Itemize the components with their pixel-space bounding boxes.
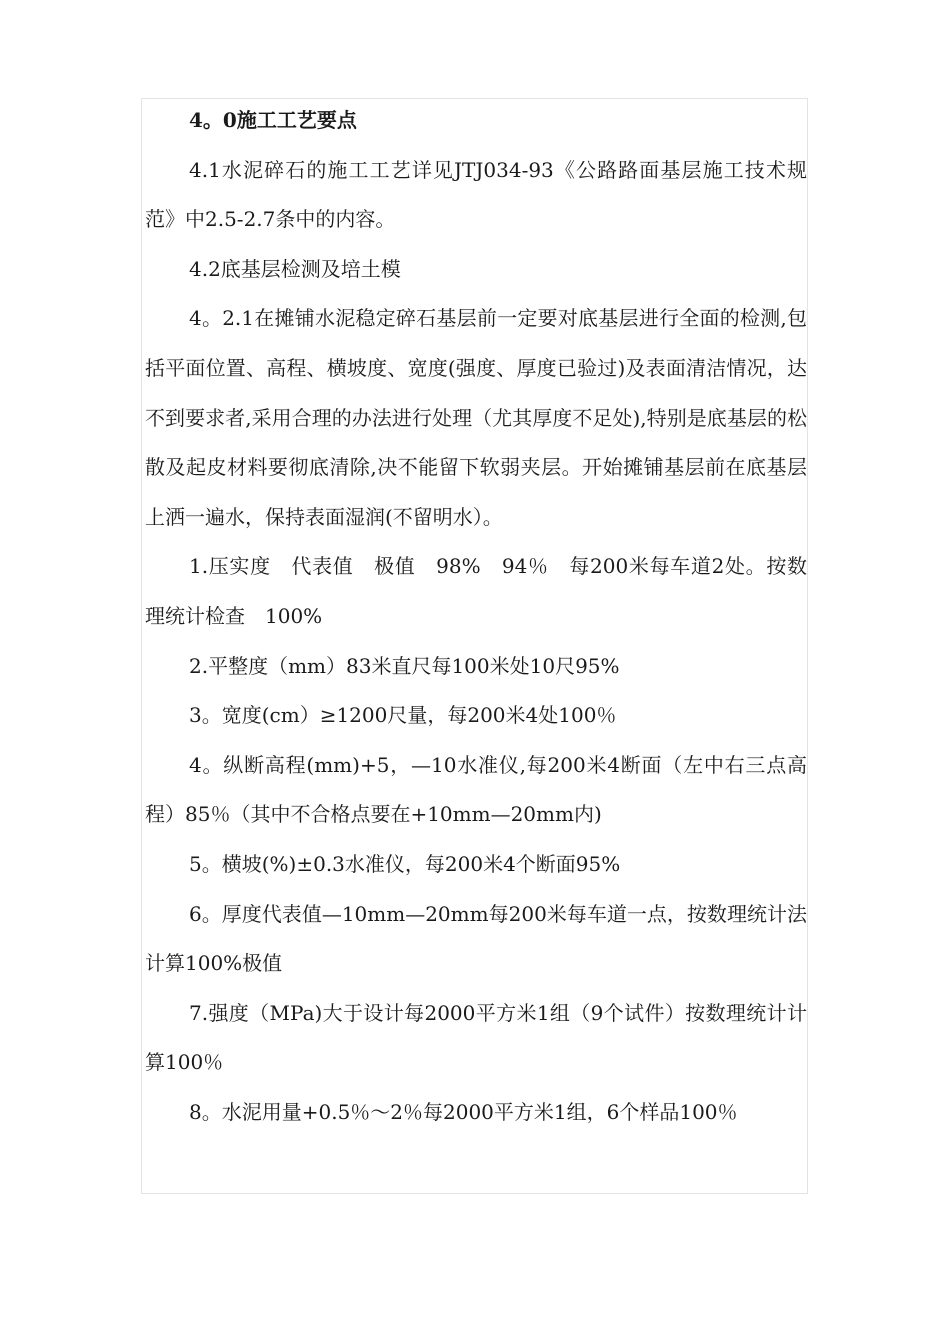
paragraph-4-1: 4.1水泥碎石的施工工艺详见JTJ034-93《公路路面基层施工技术规范》中2.5-2.7条中的内容。 [145, 157, 807, 232]
list-item-strength: 7.强度（MPa)大于设计每2000平方米1组（9个试件）按数理统计计算100％ [145, 1000, 807, 1075]
list-item-thickness: 6。厚度代表值—10mm—20mm每200米每车道一点，按数理统计法计算100%极值 [145, 901, 807, 976]
subsection-heading-4-2: 4.2底基层检测及培土模 [189, 256, 401, 281]
list-item-compaction: 1.压实度 代表值 极值 98% 94％ 每200米每车道2处。按数理统计检查 100% [145, 554, 807, 628]
section-heading: 4。0施工工艺要点 [189, 108, 357, 132]
list-item-cement-content: 8。水泥用量+0.5％～2％每2000平方米1组，6个样品100％ [189, 1099, 738, 1124]
document-body [145, 96, 807, 1137]
paragraph-4-2-1: 4。2.1在摊铺水泥稳定碎石基层前一定要对底基层进行全面的检测,包括平面位置、高程、横坡度、宽度(强度、厚度已验过)及表面清洁情况，达不到要求者,采用合理的办法进行处理（尤其厚度不足处),特别是底基层的松散及起皮材料要彻底清除,决不能留下软弱夹层。开始摊铺基层前在底基层上洒一遍水，保持表面湿润(不留明水）。 [145, 306, 807, 529]
list-item-flatness: 2.平整度（mm）83米直尺每100米处10尺95% [189, 653, 620, 678]
list-item-elevation: 4。纵断高程(mm)+5，—10水准仪,每200米4断面（左中右三点高程）85％（其中不合格点要在+10mm—20mm内) [145, 752, 807, 827]
list-item-cross-slope: 5。横坡(%)±0.3水准仪，每200米4个断面95% [189, 851, 621, 876]
list-item-width: 3。宽度(cm）≥1200尺量，每200米4处100％ [189, 703, 617, 728]
